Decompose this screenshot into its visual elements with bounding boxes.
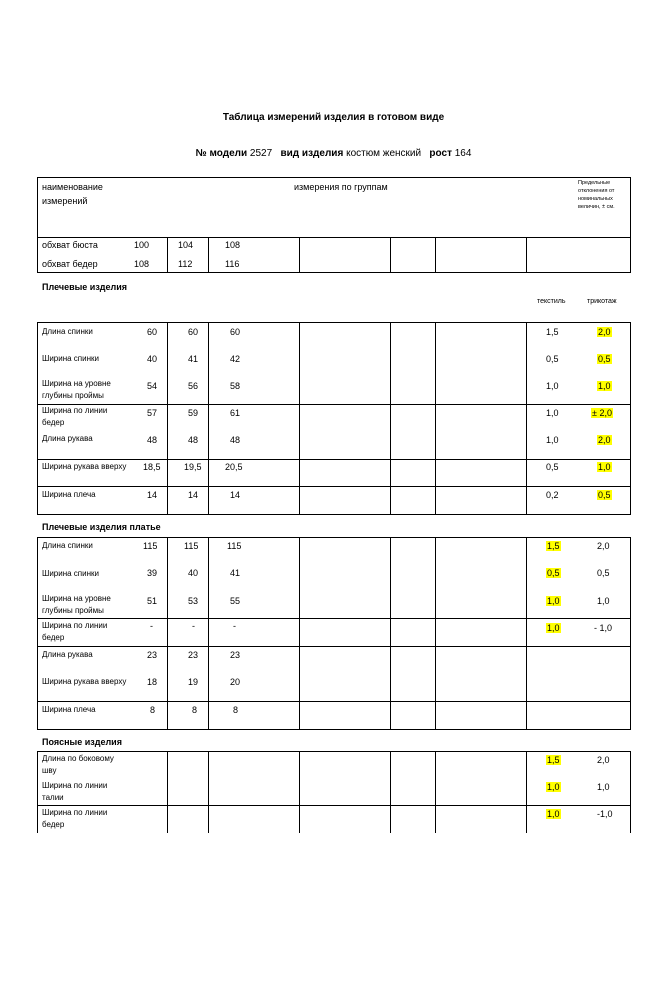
size-value: 115 [184, 541, 199, 551]
tolerance-knit: ± 2,0 [592, 408, 612, 418]
row-label-line2: бедер [42, 418, 65, 427]
size-value: 57 [147, 408, 158, 418]
row-label: Ширина по линии [42, 781, 108, 790]
tolerance-textile: 1,5 [546, 327, 559, 337]
size-value: 53 [188, 596, 199, 606]
size-value: 60 [230, 327, 241, 337]
tolerance-knit: 0,5 [597, 568, 610, 578]
row-label: Ширина на уровне [42, 379, 111, 388]
model-value: 2527 [249, 148, 273, 159]
tolerance-knit: 2,0 [597, 755, 610, 765]
header-tolerance-line2: отклонения от [578, 188, 615, 194]
size-value: 59 [188, 408, 199, 418]
tolerance-textile: 0,5 [547, 568, 560, 578]
section-dress-title: Плечевые изделия платье [42, 522, 161, 532]
tolerance-textile: 1,0 [546, 381, 559, 391]
size-value: 14 [147, 490, 158, 500]
size-value: 54 [147, 381, 158, 391]
kind-value: костюм женский [346, 148, 422, 159]
row-label: Длина по боковому [42, 754, 114, 763]
page-title: Таблица измерений изделия в готовом виде [222, 112, 445, 123]
tolerance-knit: -1,0 [597, 809, 613, 819]
model-label: № модели [195, 148, 248, 159]
size-value: 55 [230, 596, 241, 606]
column-textile-header: текстиль [537, 298, 566, 305]
row-label-line2: бедер [42, 820, 65, 829]
row-label: Длина спинки [42, 541, 93, 550]
bust-value-1: 100 [134, 240, 150, 250]
size-value: 48 [230, 435, 241, 445]
bust-value-3: 108 [225, 240, 241, 250]
hips-value-2: 112 [178, 259, 193, 269]
tolerance-knit: 0,5 [598, 490, 611, 500]
row-label: Ширина спинки [42, 569, 99, 578]
kind-label: вид изделия [280, 148, 344, 159]
header-name-line1: наименование [42, 182, 103, 192]
row-label: Ширина рукава вверху [42, 462, 127, 471]
size-value: - [233, 621, 236, 631]
tolerance-textile: 0,5 [546, 354, 559, 364]
size-value: 8 [233, 705, 239, 715]
header-tolerance-line4: величин, ± см. [578, 204, 615, 210]
tolerance-textile: 0,2 [546, 490, 559, 500]
row-label: Ширина спинки [42, 354, 99, 363]
tolerance-textile: 1,0 [547, 623, 560, 633]
size-value: 8 [150, 705, 156, 715]
size-value: 8 [192, 705, 198, 715]
header-tolerance-line3: номинальных [578, 196, 613, 202]
row-label-line2: глубины проймы [42, 391, 104, 400]
size-value: 20,5 [225, 462, 243, 472]
row-label: Ширина по линии [42, 406, 108, 415]
row-label: Длина рукава [42, 650, 93, 659]
tolerance-knit: 2,0 [597, 541, 610, 551]
hips-label: обхват бедер [42, 259, 98, 269]
section-shoulder-title: Плечевые изделия [42, 282, 128, 292]
tolerance-knit: 1,0 [598, 462, 611, 472]
section-waist-title: Поясные изделия [42, 737, 122, 747]
size-value: 40 [147, 354, 158, 364]
size-value: 48 [188, 435, 199, 445]
size-value: 58 [230, 381, 241, 391]
tolerance-textile: 1,5 [547, 541, 560, 551]
size-value: 51 [147, 596, 158, 606]
tolerance-textile: 1,5 [547, 755, 560, 765]
size-value: 60 [147, 327, 158, 337]
tolerance-textile: 1,0 [547, 782, 560, 792]
size-value: 19 [188, 677, 199, 687]
height-value: 164 [454, 148, 472, 159]
row-label-line2: глубины проймы [42, 606, 104, 615]
size-value: 39 [147, 568, 158, 578]
size-value: 115 [143, 541, 158, 551]
row-label: Длина рукава [42, 434, 93, 443]
tolerance-knit: 1,0 [598, 381, 611, 391]
header-groups: измерения по группам [294, 182, 388, 192]
column-knit-header: трикотаж [587, 298, 617, 305]
tolerance-knit: 2,0 [598, 327, 611, 337]
size-value: 115 [227, 541, 242, 551]
tolerance-knit: 1,0 [597, 596, 610, 606]
size-value: - [150, 621, 153, 631]
size-value: 18,5 [143, 462, 161, 472]
row-label: Ширина по линии [42, 621, 108, 630]
size-value: 60 [188, 327, 199, 337]
size-value: 23 [188, 650, 199, 660]
row-label: Ширина плеча [42, 490, 96, 499]
row-label-line2: талии [42, 793, 64, 802]
row-label-line2: шву [42, 766, 57, 775]
size-value: 18 [147, 677, 158, 687]
row-label-line2: бедер [42, 633, 65, 642]
size-value: 40 [188, 568, 199, 578]
header-name-line2: измерений [42, 196, 88, 206]
tolerance-knit: 2,0 [598, 435, 611, 445]
tolerance-textile: 1,0 [547, 809, 560, 819]
row-label: Ширина рукава вверху [42, 677, 127, 686]
tolerance-textile: 1,0 [546, 408, 559, 418]
bust-value-2: 104 [178, 240, 194, 250]
size-value: 56 [188, 381, 199, 391]
size-value: 61 [230, 408, 241, 418]
size-value: 41 [188, 354, 199, 364]
tolerance-knit: - 1,0 [594, 623, 613, 633]
hips-value-3: 116 [225, 259, 240, 269]
size-value: 42 [230, 354, 241, 364]
size-value: 23 [147, 650, 158, 660]
size-value: 48 [147, 435, 158, 445]
size-value: 20 [230, 677, 241, 687]
tolerance-textile: 0,5 [546, 462, 559, 472]
bust-label: обхват бюста [42, 240, 98, 250]
hips-value-1: 108 [134, 259, 150, 269]
header-tolerance-line1: Предельные [578, 180, 611, 186]
size-value: - [192, 621, 195, 631]
height-label: рост [429, 148, 452, 159]
tolerance-knit: 1,0 [597, 782, 610, 792]
tolerance-textile: 1,0 [547, 596, 560, 606]
tolerance-textile: 1,0 [546, 435, 559, 445]
size-value: 14 [188, 490, 199, 500]
row-label: Ширина плеча [42, 705, 96, 714]
row-label: Ширина на уровне [42, 594, 111, 603]
row-label: Длина спинки [42, 327, 93, 336]
size-value: 41 [230, 568, 241, 578]
size-value: 14 [230, 490, 241, 500]
size-value: 23 [230, 650, 241, 660]
tolerance-knit: 0,5 [598, 354, 611, 364]
model-info-line [0, 148, 667, 159]
size-value: 19,5 [184, 462, 202, 472]
row-label: Ширина по линии [42, 808, 108, 817]
